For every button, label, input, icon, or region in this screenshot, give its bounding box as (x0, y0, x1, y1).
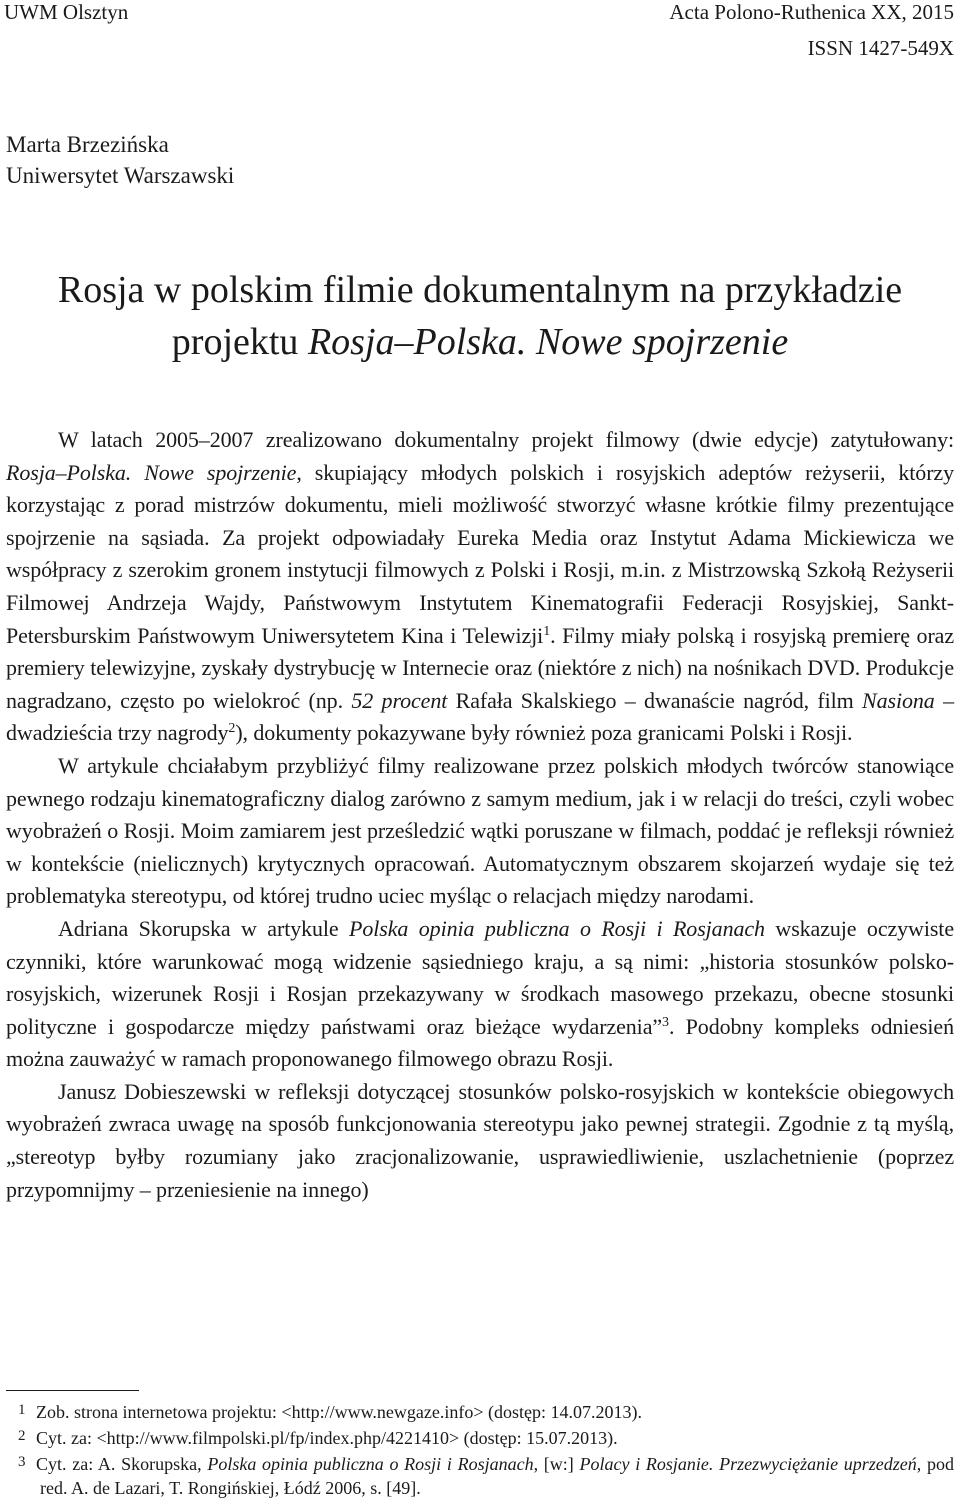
footnote-ref-1[interactable]: 1 (543, 623, 551, 639)
footnote-ref-3[interactable]: 3 (662, 1014, 669, 1030)
footnote-1 (6, 1398, 954, 1424)
footnote-3-text-a: Cyt. za: A. Skorupska, (36, 1454, 208, 1474)
paragraph-3 (6, 913, 954, 1076)
paragraph-2: W artykule chciałabym przybliżyć filmy realizowane przez polskich młodych twórców stanowiące pewnego rodzaju kinematograficzny dialog zarówno z samym medium, jak i w relacji do treści, czyli wobec wyobrażeń o Rosji. Moim zamiarem jest prześledzić wątki poruszane w filmach, poddać je refleksji również w kontekście (nielicznych) krytycznych opracowań. Automatycznym obszarem skojarzeń wydaje się też problematyka stereotypu, od której trudno uciec myśląc o relacjach między narodami. (6, 752, 954, 909)
footnotes (6, 1398, 954, 1500)
footnote-1-number: 1 (18, 1402, 26, 1418)
footnote-2 (6, 1424, 954, 1450)
footnote-separator (6, 1390, 139, 1391)
journal-publisher: UWM Olsztyn (4, 0, 129, 24)
footnote-2-number: 2 (18, 1428, 26, 1444)
footnote-3-number: 3 (18, 1454, 26, 1470)
paragraph-4: Janusz Dobieszewski w refleksji dotyczącej stosunków polsko-rosyjskich w kontekście obiegowych wyobrażeń zwraca uwagę na sposób funkcjonowania stereotypu jako pewnej strategii. Zgodnie z tą myślą, „stereotyp byłby rozumiany jako zracjonalizowanie, usprawiedliwienie, uszlachetnienie (poprzez przypomnijmy – przeniesienie na innego) (6, 1078, 954, 1202)
title-line-2 (0, 316, 960, 368)
p1-italic-film-2: Nasiona (862, 687, 935, 713)
title-line-1: Rosja w polskim filmie dokumentalnym na przykładzie (57, 269, 903, 311)
article-title (0, 264, 960, 368)
p1-italic-film-1: 52 procent (351, 687, 448, 713)
p3-italic-article-title: Polska opinia publiczna o Rosji i Rosjanach (349, 915, 765, 941)
article-body (6, 424, 954, 1206)
p1-text-a: W latach 2005–2007 zrealizowano dokumentalny projekt filmowy (dwie edycje) zatytułowany: (58, 427, 954, 452)
author-affiliation: Uniwersytet Warszawski (6, 163, 235, 188)
p1-text-d: . Filmy miały polską i rosyjską premierę oraz premiery telewizyjne, zyskały dystrybucję w Internecie oraz (niektóre z nich) na nośnikach DVD. Produkcje nagradzano, często po wielokroć (np. (6, 622, 955, 713)
footnote-3-text-c: , [w:] (533, 1454, 580, 1474)
journal-issn: ISSN 1427-549X (807, 36, 954, 60)
title-line-2-italic: Rosja–Polska. Nowe spojrzenie (307, 321, 789, 363)
p1-text-i: ), dokumenty pokazywane były również poza granicami Polski i Rosji. (235, 720, 853, 746)
title-line-2-text: projektu (171, 321, 308, 363)
journal-title: Acta Polono-Ruthenica XX, 2015 (669, 0, 954, 24)
footnote-3-italic-b: Polacy i Rosjanie. Przezwyciężanie uprzedzeń (579, 1454, 917, 1474)
author-name: Marta Brzezińska (6, 132, 169, 157)
footnote-3 (6, 1450, 954, 1500)
p1-text-h: – dwadzieścia trzy nagrody (6, 687, 954, 746)
p3-text-a: Adriana Skorupska w artykule (58, 915, 350, 941)
footnote-1-text: Zob. strona internetowa projektu: <http://www.newgaze.info> (dostęp: 14.07.2013). (36, 1402, 643, 1422)
p1-italic-project-title: Rosja–Polska. Nowe spojrzenie (6, 459, 297, 485)
footnote-2-text: Cyt. za: <http://www.filmpolski.pl/fp/index.php/4221410> (dostęp: 15.07.2013). (36, 1428, 618, 1448)
footnote-3-text-e: , pod red. A. de Lazari, T. Rongińskiej, Łódź 2006, s. [49]. (40, 1454, 955, 1498)
p1-text-c: , skupiający młodych polskich i rosyjskich adeptów reżyserii, którzy korzystając z porad mistrzów dokumentu, mieli możliwość stworzyć własne krótkie filmy prezentujące spojrzenie na sąsiada. Za projekt odpowiadały Eureka Media oraz Instytut Adama Mickiewicza we współpracy z szerokim gronem instytucji filmowych z Polski i Rosji, m.in. z Mistrzowską Szkołą Reżyserii Filmowej Andrzeja Wajdy, Państwowym Instytutem Kinematografii Federacji Rosyjskiej, Sankt-Petersburskim Państwowym Uniwersytetem Kina i Telewizji (6, 459, 954, 648)
paragraph-1 (6, 424, 954, 750)
p3-text-c: wskazuje oczywiste czynniki, które warunkować mogą widzenie sąsiedniego kraju, a są nimi: „historia stosunków polsko-rosyjskich, wizerunek Rosji i Rosjan przekazywany w środkach masowego przekazu, obecne stosunki polityczne i gospodarcze między państwami oraz bieżące wydarzenia” (6, 915, 954, 1039)
footnote-ref-2[interactable]: 2 (228, 721, 236, 737)
p3-text-d: . Podobny kompleks odniesień można zauważyć w ramach proponowanego filmowego obrazu Rosji. (6, 1013, 954, 1072)
footnote-3-italic-a: Polska opinia publiczna o Rosji i Rosjanach (207, 1454, 534, 1474)
p1-text-f: Rafała Skalskiego – dwanaście nagród, film (447, 687, 863, 713)
